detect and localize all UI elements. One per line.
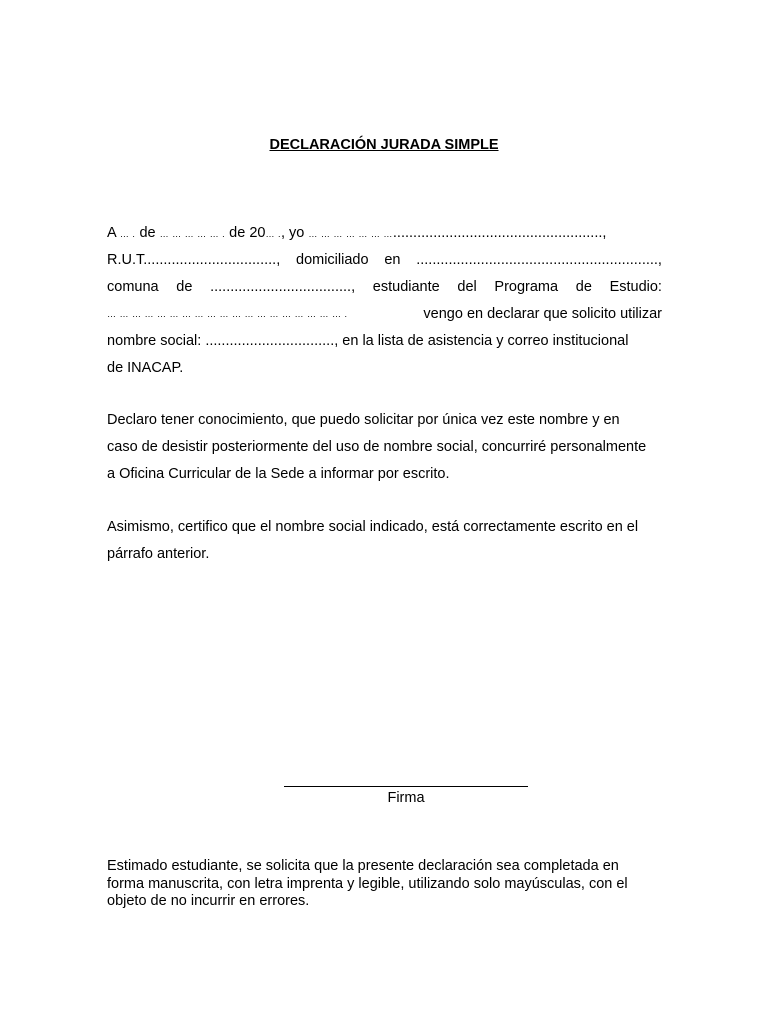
program-blank: … … … … … … … … … … … … … … … … … … … . [107,309,348,319]
signature-label: Firma [387,790,425,806]
name-blank-short: … … … … … … … [308,229,393,239]
text-de-3: de [575,279,592,295]
declaration-line-1 [107,220,662,247]
text-yo: , yo [280,225,305,241]
address-blank: ............................................................, [416,252,662,268]
text-domiciliado: domiciliado [296,252,369,268]
text-de-2: de [176,279,193,295]
text-de: de [139,225,156,241]
comuna-blank: ..................................., [210,279,356,295]
text-en: en [384,252,401,268]
declaration-line-5: nombre social: ................................, en la lista de asistencia y correo institucional [107,333,629,349]
text-year-prefix: de 20 [229,225,266,241]
knowledge-line-1: Declaro tener conocimiento, que puedo solicitar por única vez este nombre y en [107,412,620,428]
signature-line [284,786,528,787]
text-vengo-declarar: vengo en declarar que solicito utilizar [423,306,662,322]
declaration-line-4 [107,301,662,328]
declaration-line-6: de INACAP. [107,360,184,376]
declaration-line-2 [107,247,662,274]
text-estudiante: estudiante [372,279,440,295]
text-comuna: comuna [107,279,159,295]
instructions-note [107,858,667,911]
day-blank: … . [119,229,136,239]
note-line-3: objeto de no incurrir en errores. [107,893,310,909]
text-estudio: Estudio: [609,279,662,295]
rut-field: R.U.T................................., [107,252,281,268]
note-line-1: Estimado estudiante, se solicita que la presente declaración sea completada en [107,858,619,874]
declaration-paragraph [107,220,662,382]
certification-line-1: Asimismo, certifico que el nombre social indicado, está correctamente escrito en el [107,519,639,535]
name-blank-long: ...................................................., [392,225,607,241]
year-blank: … . [265,229,281,239]
text-del: del [457,279,477,295]
note-line-2: forma manuscrita, con letra imprenta y legible, utilizando solo mayúsculas, con el [107,875,628,892]
certification-line-2: párrafo anterior. [107,546,210,562]
declaration-line-3 [107,274,662,301]
knowledge-paragraph [107,407,662,488]
knowledge-line-3: a Oficina Curricular de la Sede a informar por escrito. [107,466,450,482]
document-title: DECLARACIÓN JURADA SIMPLE [269,137,499,153]
certification-paragraph [107,514,662,568]
text-programa: Programa [494,279,559,295]
text-a: A [107,225,116,241]
signature-block [284,772,528,807]
knowledge-line-2: caso de desistir posteriormente del uso de nombre social, concurriré personalmente [107,439,647,455]
date-and-name-fields [107,220,606,247]
month-blank: … … … … … . [159,229,226,239]
